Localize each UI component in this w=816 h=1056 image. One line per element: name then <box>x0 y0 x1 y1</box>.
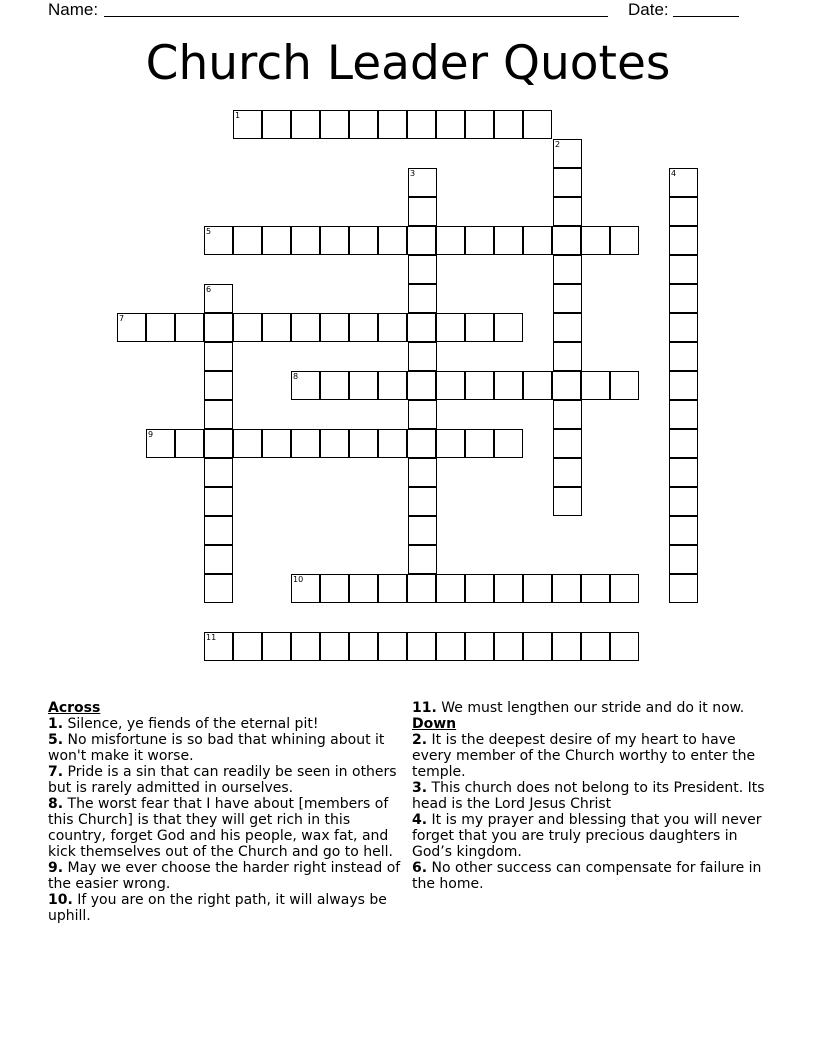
grid-cell[interactable] <box>408 342 437 371</box>
grid-cell[interactable] <box>669 574 698 603</box>
grid-cell[interactable] <box>204 487 233 516</box>
grid-number: 10 <box>293 575 304 584</box>
grid-cell[interactable] <box>378 371 407 400</box>
grid-cell[interactable] <box>581 226 610 255</box>
grid-cell[interactable] <box>523 110 552 139</box>
grid-cell[interactable] <box>465 429 494 458</box>
clue-text: Silence, ye fiends of the eternal pit! <box>67 716 319 732</box>
grid-cell[interactable] <box>494 574 523 603</box>
grid-cell[interactable] <box>408 168 437 197</box>
grid-cell[interactable] <box>291 110 320 139</box>
grid-cell[interactable] <box>291 371 320 400</box>
grid-cell[interactable] <box>204 342 233 371</box>
grid-cell[interactable] <box>349 371 378 400</box>
clue-text: If you are on the right path, it will always be uphill. <box>48 892 387 924</box>
grid-cell[interactable] <box>408 255 437 284</box>
grid-cell[interactable] <box>408 400 437 429</box>
grid-cell[interactable] <box>610 574 639 603</box>
grid-cell[interactable] <box>494 226 523 255</box>
grid-number: 2 <box>555 140 561 149</box>
grid-cell[interactable] <box>408 487 437 516</box>
grid-cell[interactable] <box>552 632 581 661</box>
grid-cell[interactable] <box>175 429 204 458</box>
clue-text: It is my prayer and blessing that you will never forget that you are truly precious daughters in God’s kingdom. <box>412 812 762 860</box>
grid-cell[interactable] <box>553 255 582 284</box>
grid-cell[interactable] <box>233 226 262 255</box>
down-clue <box>412 732 772 780</box>
down-clue <box>412 860 772 892</box>
grid-cell[interactable] <box>669 545 698 574</box>
clue-number: 2. <box>412 732 428 748</box>
across-clue <box>48 796 408 860</box>
grid-cell[interactable] <box>378 226 407 255</box>
grid-cell[interactable] <box>349 632 378 661</box>
grid-cell[interactable] <box>553 487 582 516</box>
grid-cell[interactable] <box>320 110 349 139</box>
grid-cell[interactable] <box>552 371 581 400</box>
grid-cell[interactable] <box>553 342 582 371</box>
grid-cell[interactable] <box>669 371 698 400</box>
grid-cell[interactable] <box>408 458 437 487</box>
date-label: Date: <box>628 0 669 19</box>
grid-cell[interactable] <box>494 313 523 342</box>
across-clue <box>48 732 408 764</box>
grid-number: 7 <box>119 314 125 323</box>
grid-cell[interactable] <box>408 545 437 574</box>
grid-cell[interactable] <box>669 197 698 226</box>
grid-cell[interactable] <box>669 400 698 429</box>
grid-cell[interactable] <box>407 313 436 342</box>
grid-cell[interactable] <box>407 226 436 255</box>
grid-cell[interactable] <box>204 226 233 255</box>
across-clue <box>48 860 408 892</box>
clue-text: We must lengthen our stride and do it now. <box>441 700 745 716</box>
grid-cell[interactable] <box>320 226 349 255</box>
grid-cell[interactable] <box>669 284 698 313</box>
across-clues <box>48 700 408 924</box>
grid-cell[interactable] <box>407 371 436 400</box>
across-clue <box>48 892 408 924</box>
grid-cell[interactable] <box>669 168 698 197</box>
clue-number: 7. <box>48 764 64 780</box>
grid-cell[interactable] <box>581 632 610 661</box>
grid-cell[interactable] <box>465 632 494 661</box>
grid-number: 11 <box>206 633 217 642</box>
down-heading: Down <box>412 716 457 732</box>
grid-cell[interactable] <box>175 313 204 342</box>
grid-cell[interactable] <box>465 313 494 342</box>
grid-cell[interactable] <box>523 632 552 661</box>
grid-cell[interactable] <box>233 632 262 661</box>
grid-cell[interactable] <box>204 313 233 342</box>
clue-number: 6. <box>412 860 428 876</box>
grid-cell[interactable] <box>349 429 378 458</box>
grid-cell[interactable] <box>552 226 581 255</box>
grid-cell[interactable] <box>669 255 698 284</box>
clue-number: 1. <box>48 716 64 732</box>
grid-number: 5 <box>206 227 212 236</box>
clues-column-2 <box>412 700 772 892</box>
grid-cell[interactable] <box>378 110 407 139</box>
grid-cell[interactable] <box>320 371 349 400</box>
grid-cell[interactable] <box>610 371 639 400</box>
grid-cell[interactable] <box>262 313 291 342</box>
grid-cell[interactable] <box>436 313 465 342</box>
across-clue <box>48 764 408 796</box>
grid-cell[interactable] <box>378 313 407 342</box>
grid-cell[interactable] <box>320 429 349 458</box>
grid-cell[interactable] <box>407 429 436 458</box>
grid-cell[interactable] <box>204 371 233 400</box>
grid-cell[interactable] <box>465 110 494 139</box>
clue-text: It is the deepest desire of my heart to have every member of the Church worthy to enter the temple. <box>412 732 756 780</box>
grid-cell[interactable] <box>523 371 552 400</box>
grid-cell[interactable] <box>233 429 262 458</box>
name-line[interactable] <box>104 16 608 17</box>
clue-text: Pride is a sin that can readily be seen in others but is rarely admitted in ourselves. <box>48 764 397 796</box>
grid-cell[interactable] <box>117 313 146 342</box>
across-clue <box>48 716 408 732</box>
across-heading: Across <box>48 700 101 716</box>
grid-cell[interactable] <box>581 574 610 603</box>
grid-cell[interactable] <box>465 574 494 603</box>
clue-number: 9. <box>48 860 64 876</box>
grid-cell[interactable] <box>291 632 320 661</box>
grid-cell[interactable] <box>407 110 436 139</box>
clue-number: 10. <box>48 892 73 908</box>
grid-cell[interactable] <box>378 429 407 458</box>
grid-cell[interactable] <box>320 632 349 661</box>
grid-cell[interactable] <box>552 574 581 603</box>
grid-cell[interactable] <box>436 226 465 255</box>
name-label: Name: <box>48 0 99 19</box>
grid-cell[interactable] <box>349 226 378 255</box>
grid-cell[interactable] <box>553 197 582 226</box>
clue-text: No misfortune is so bad that whining about it won't make it worse. <box>48 732 385 764</box>
grid-cell[interactable] <box>581 371 610 400</box>
clue-number: 11. <box>412 700 437 716</box>
grid-cell[interactable] <box>494 429 523 458</box>
grid-number: 3 <box>410 169 416 178</box>
grid-cell[interactable] <box>408 284 437 313</box>
grid-cell[interactable] <box>436 429 465 458</box>
grid-cell[interactable] <box>465 226 494 255</box>
grid-cell[interactable] <box>204 574 233 603</box>
grid-cell[interactable] <box>553 313 582 342</box>
grid-cell[interactable] <box>669 487 698 516</box>
grid-cell[interactable] <box>407 632 436 661</box>
clue-number: 8. <box>48 796 64 812</box>
clue-number: 5. <box>48 732 64 748</box>
grid-cell[interactable] <box>553 429 582 458</box>
grid-cell[interactable] <box>669 458 698 487</box>
grid-cell[interactable] <box>262 110 291 139</box>
grid-cell[interactable] <box>669 226 698 255</box>
grid-cell[interactable] <box>553 400 582 429</box>
grid-cell[interactable] <box>204 284 233 313</box>
grid-cell[interactable] <box>291 226 320 255</box>
grid-cell[interactable] <box>204 458 233 487</box>
grid-cell[interactable] <box>233 313 262 342</box>
grid-cell[interactable] <box>408 516 437 545</box>
grid-cell[interactable] <box>146 313 175 342</box>
grid-cell[interactable] <box>146 429 175 458</box>
clue-number: 4. <box>412 812 428 828</box>
grid-cell[interactable] <box>669 342 698 371</box>
clue-text: The worst fear that I have about [members of this Church] is that they will get rich in this country, forget God and his people, wax fat, and kick themselves out of the Church and go to hell. <box>48 796 393 860</box>
down-clue <box>412 780 772 812</box>
grid-cell[interactable] <box>436 110 465 139</box>
grid-cell[interactable] <box>436 574 465 603</box>
grid-number: 6 <box>206 285 212 294</box>
grid-cell[interactable] <box>494 632 523 661</box>
grid-cell[interactable] <box>378 632 407 661</box>
grid-cell[interactable] <box>553 458 582 487</box>
grid-cell[interactable] <box>349 574 378 603</box>
grid-cell[interactable] <box>204 400 233 429</box>
grid-cell[interactable] <box>320 313 349 342</box>
down-clue <box>412 812 772 860</box>
grid-cell[interactable] <box>204 545 233 574</box>
clue-text: May we ever choose the harder right instead of the easier wrong. <box>48 860 401 892</box>
grid-number: 8 <box>293 372 299 381</box>
grid-cell[interactable] <box>553 168 582 197</box>
clue-text: No other success can compensate for failure in the home. <box>412 860 762 892</box>
grid-cell[interactable] <box>262 429 291 458</box>
grid-cell[interactable] <box>291 574 320 603</box>
grid-cell[interactable] <box>436 632 465 661</box>
grid-number: 4 <box>671 169 677 178</box>
grid-cell[interactable] <box>204 516 233 545</box>
grid-cell[interactable] <box>523 226 552 255</box>
grid-cell[interactable] <box>407 574 436 603</box>
grid-cell[interactable] <box>408 197 437 226</box>
grid-cell[interactable] <box>669 516 698 545</box>
grid-cell[interactable] <box>553 139 582 168</box>
grid-cell[interactable] <box>669 429 698 458</box>
grid-cell[interactable] <box>204 429 233 458</box>
grid-cell[interactable] <box>494 371 523 400</box>
grid-cell[interactable] <box>669 313 698 342</box>
page-title: Church Leader Quotes <box>145 36 671 91</box>
grid-cell[interactable] <box>610 632 639 661</box>
grid-cell[interactable] <box>494 110 523 139</box>
grid-cell[interactable] <box>204 632 233 661</box>
across-clue <box>412 700 772 716</box>
grid-cell[interactable] <box>291 429 320 458</box>
grid-cell[interactable] <box>553 284 582 313</box>
grid-number: 1 <box>235 111 241 120</box>
grid-cell[interactable] <box>436 371 465 400</box>
grid-cell[interactable] <box>291 313 320 342</box>
grid-cell[interactable] <box>233 110 262 139</box>
grid-cell[interactable] <box>378 574 407 603</box>
clue-number: 3. <box>412 780 428 796</box>
grid-cell[interactable] <box>320 574 349 603</box>
grid-number: 9 <box>148 430 154 439</box>
grid-cell[interactable] <box>523 574 552 603</box>
grid-cell[interactable] <box>262 632 291 661</box>
grid-cell[interactable] <box>262 226 291 255</box>
date-line[interactable] <box>673 16 739 17</box>
grid-cell[interactable] <box>610 226 639 255</box>
grid-cell[interactable] <box>349 110 378 139</box>
grid-cell[interactable] <box>465 371 494 400</box>
clue-text: This church does not belong to its President. Its head is the Lord Jesus Christ <box>412 780 765 812</box>
grid-cell[interactable] <box>349 313 378 342</box>
